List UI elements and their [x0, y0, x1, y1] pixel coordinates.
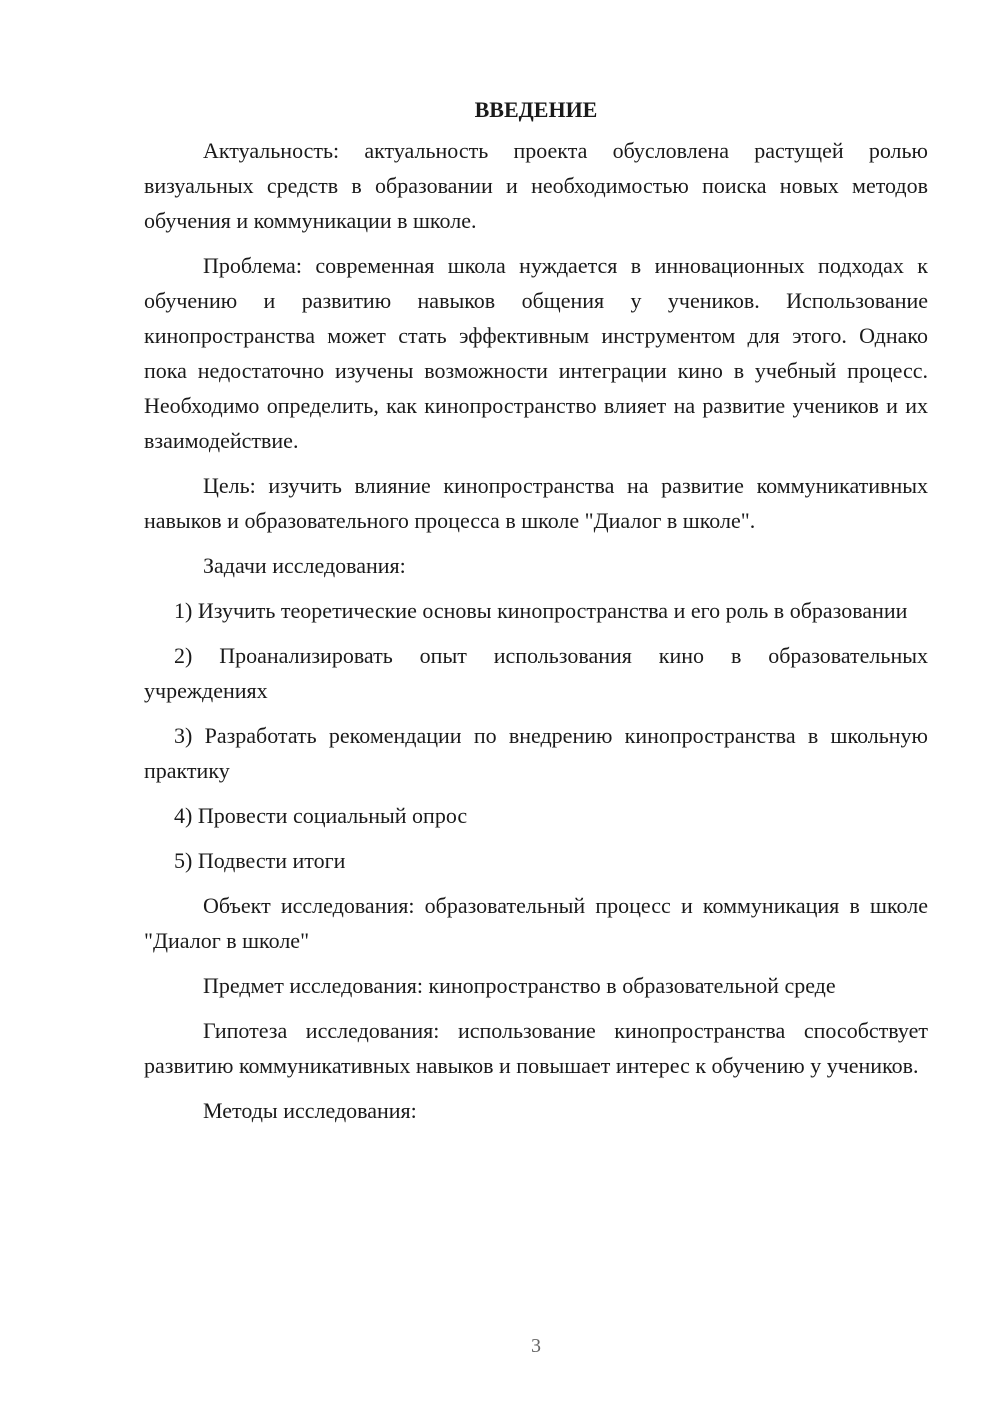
goal-paragraph: Цель: изучить влияние кинопространства на развитие коммуникативных навыков и образовательного процесса в школе "Диалог в школе". [144, 473, 928, 533]
problem-paragraph: Проблема: современная школа нуждается в инновационных подходах к обучению и развитию навыков общения у учеников. Использование кинопространства может стать эффективным инструментом для этого. Однако пока недостаточно изучены возможности интеграции кино в учебный процесс. Необходимо определить, как кинопространство влияет на развитие учеников и их взаимодействие. [144, 253, 928, 453]
hypothesis-paragraph: Гипотеза исследования: использование кинопространства способствует развитию коммуникативных навыков и повышает интерес к обучению у учеников. [144, 1018, 928, 1078]
task-item: 3) Разработать рекомендации по внедрению кинопространства в школьную практику [144, 723, 928, 783]
task-item: 5) Подвести итоги [174, 848, 346, 873]
methods-heading: Методы исследования: [203, 1098, 417, 1123]
document-page [144, 92, 928, 1138]
task-item: 4) Провести социальный опрос [174, 803, 468, 828]
task-item: 2) Проанализировать опыт использования кино в образовательных учреждениях [144, 643, 928, 703]
relevance-paragraph: Актуальность: актуальность проекта обусловлена растущей ролью визуальных средств в образовании и необходимостью поиска новых методов обучения и коммуникации в школе. [144, 138, 928, 233]
page-title: ВВЕДЕНИЕ [474, 97, 598, 122]
page-number: 3 [531, 1335, 541, 1357]
research-object-paragraph: Объект исследования: образовательный процесс и коммуникация в школе "Диалог в школе" [144, 893, 928, 953]
research-subject-paragraph: Предмет исследования: кинопространство в образовательной среде [203, 973, 836, 998]
tasks-heading: Задачи исследования: [203, 553, 406, 578]
task-item: 1) Изучить теоретические основы кинопространства и его роль в образовании [174, 598, 908, 623]
